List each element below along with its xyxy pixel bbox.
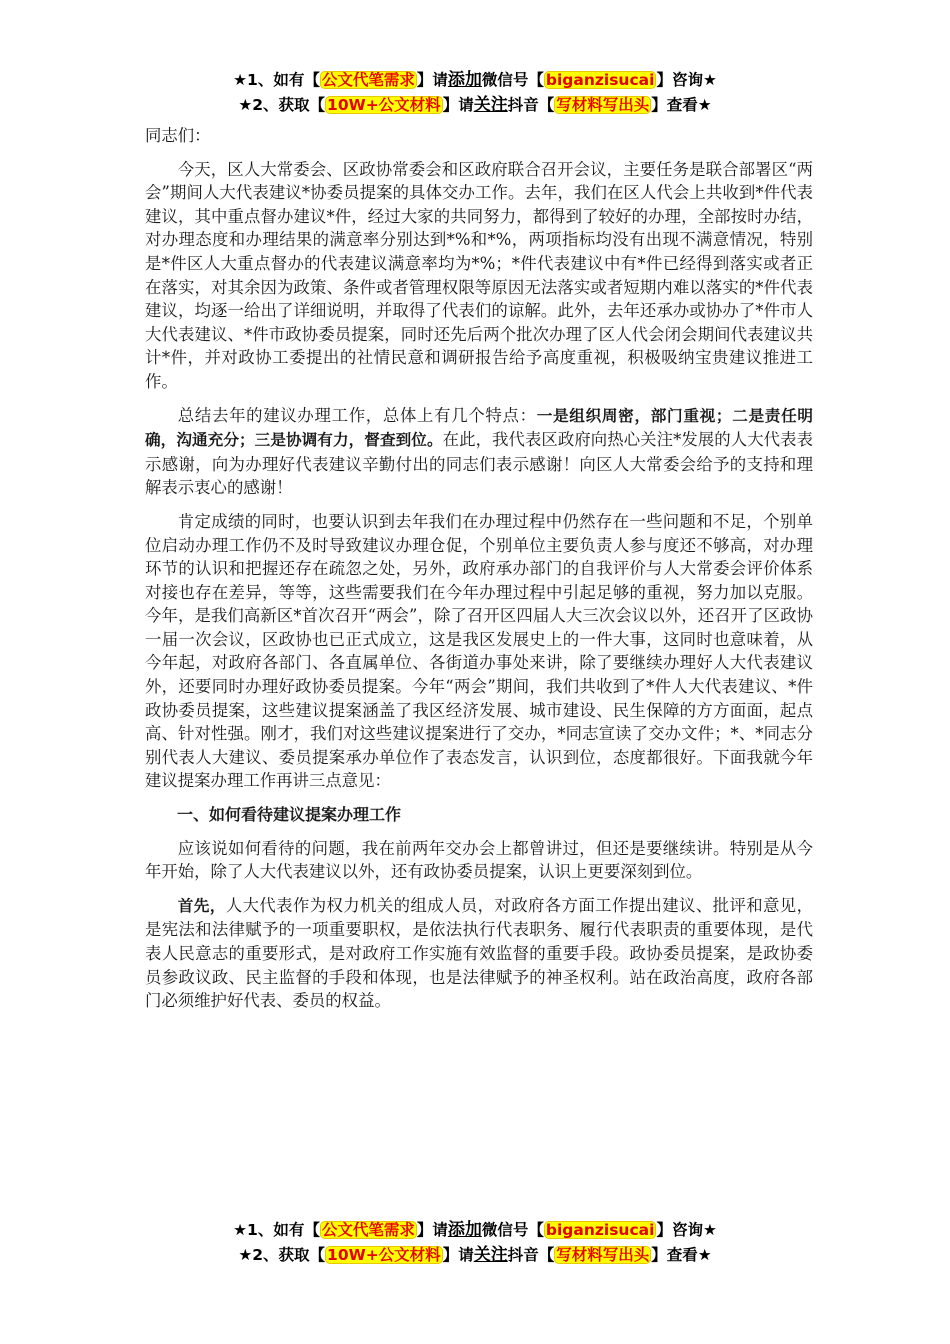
banner-text: ★2、获取【 [238, 1246, 326, 1264]
greeting: 同志们： [145, 126, 211, 145]
paragraph-2 [145, 404, 813, 500]
banner-emphasis: 添加 [447, 1220, 482, 1240]
banner-highlight: 10W+公文材料 [327, 96, 441, 114]
paragraph-5 [145, 894, 813, 1013]
banner-text: 微信号【 [481, 71, 544, 89]
paragraph-bold: 首先， [177, 896, 226, 915]
banner-text: ★1、如有【 [233, 71, 320, 89]
bottom-banner [0, 1218, 950, 1268]
banner-text: 】咨询★ [656, 71, 717, 89]
banner-emphasis: 关注 [473, 95, 508, 115]
paragraph-text: 在此，我代表区政府向热心关注*发展的人大代表表示感谢，向为办理好代表建议辛勤付出的同志们表示感谢！向区人大常委会给予的支持和理解表示衷心的感谢！ [145, 430, 813, 498]
banner-line-1 [0, 68, 950, 93]
top-banner [0, 68, 950, 118]
banner-highlight: 写材料写出头 [556, 96, 650, 114]
banner-text: 】请 [442, 1246, 474, 1264]
banner-text: 】请 [442, 96, 474, 114]
banner-text: 】查看★ [651, 96, 712, 114]
banner-highlight: 写材料写出头 [556, 1246, 650, 1264]
banner-text: 】请 [416, 1221, 448, 1239]
paragraph-4: 应该说如何看待的问题，我在前两年交办会上都曾讲过，但还是要继续讲。特别是从今年开始，除了人大代表建议以外，还有政协委员提案，认识上更要深刻到位。 [145, 838, 813, 882]
banner-text: 】请 [416, 71, 448, 89]
banner-emphasis: 添加 [447, 70, 482, 90]
banner-line-2 [0, 1243, 950, 1268]
banner-highlight: biganzisucai [545, 1221, 655, 1239]
banner-text: 抖音【 [507, 96, 555, 114]
banner-line-1 [0, 1218, 950, 1243]
paragraph-text: 总结去年的建议办理工作，总体上有几个特点： [177, 405, 537, 425]
banner-text: 】咨询★ [656, 1221, 717, 1239]
banner-line-2 [0, 93, 950, 118]
section-heading-1: 一、如何看待建议提案办理工作 [177, 805, 402, 825]
banner-text: ★1、如有【 [233, 1221, 320, 1239]
paragraph-1: 今天，区人大常委会、区政协常委会和区政府联合召开会议，主要任务是联合部署区“两会”期间人大代表建议*协委员提案的具体交办工作。去年，我们在区人代会上共收到*件代表建议，其中重点督办建议*件，经过大家的共同努力，都得到了较好的办理，全部按时办结，对办理态度和办理结果的满意率分别达到*%和*%，两项指标均没有出现不满意情况，特别是*件区人大重点督办的代表建议满意率均为*%；*件代表建议中有*件已经得到落实或者正在落实，对其余因为政策、条件或者管理权限等原因无法落实或者短期内难以落实的*件代表建议，均逐一给出了详细说明，并取得了代表们的谅解。此外，去年还承办或协办了*件市人大代表建议、*件市政协委员提案，同时还先后两个批次办理了区人代会闭会期间代表建议共计*件，并对政协工委提出的社情民意和调研报告给予高度重视，积极吸纳宝贵建议推进工作。 [145, 159, 813, 391]
banner-highlight: 10W+公文材料 [327, 1246, 441, 1264]
paragraph-text: 人大代表作为权力机关的组成人员，对政府各方面工作提出建议、批评和意见，是宪法和法律赋予的一项重要职权，是依法执行代表职务、履行代表职责的重要体现，是代表人民意志的重要形式，是对政府工作实施有效监督的重要手段。政协委员提案，是政协委员参政议政、民主监督的手段和体现，也是法律赋予的神圣权利。站在政治高度，政府各部门必须维护好代表、委员的权益。 [145, 895, 813, 1011]
paragraph-bold: 一是组织周密，部门重视；二是责任明确，沟通充分；三是协调有力，督查到位。 [145, 406, 813, 450]
document-body [145, 124, 813, 1023]
banner-text: 】查看★ [651, 1246, 712, 1264]
banner-highlight: 公文代笔需求 [321, 1221, 415, 1239]
banner-text: 抖音【 [507, 1246, 555, 1264]
banner-emphasis: 关注 [473, 1245, 508, 1265]
banner-text: 微信号【 [481, 1221, 544, 1239]
banner-highlight: biganzisucai [545, 71, 655, 89]
banner-highlight: 公文代笔需求 [321, 71, 415, 89]
banner-text: ★2、获取【 [238, 96, 326, 114]
paragraph-3: 肯定成绩的同时，也要认识到去年我们在办理过程中仍然存在一些问题和不足，个别单位启动办理工作仍不及时导致建议办理仓促，个别单位主要负责人参与度还不够高，对办理环节的认识和把握还存在疏忽之处，另外，政府承办部门的自我评价与人大常委会评价体系对接也存在差异，等等，这些需要我们在今年办理过程中引起足够的重视，努力加以克服。今年，是我们高新区*首次召开“两会”，除了召开区四届人大三次会议以外，还召开了区政协一届一次会议，区政协也已正式成立，这是我区发展史上的一件大事，这同时也意味着，从今年起，对政府各部门、各直属单位、各街道办事处来讲，除了要继续办理好人大代表建议外，还要同时办理好政协委员提案。今年“两会”期间，我们共收到了*件人大代表建议、*件政协委员提案，这些建议提案涵盖了我区经济发展、城市建设、民生保障的方方面面，起点高、针对性强。刚才，我们对这些建议提案进行了交办，*同志宣读了交办文件；*、*同志分别代表人大建议、委员提案承办单位作了表态发言，认识到位，态度都很好。下面我就今年建议提案办理工作再讲三点意见： [145, 511, 813, 791]
